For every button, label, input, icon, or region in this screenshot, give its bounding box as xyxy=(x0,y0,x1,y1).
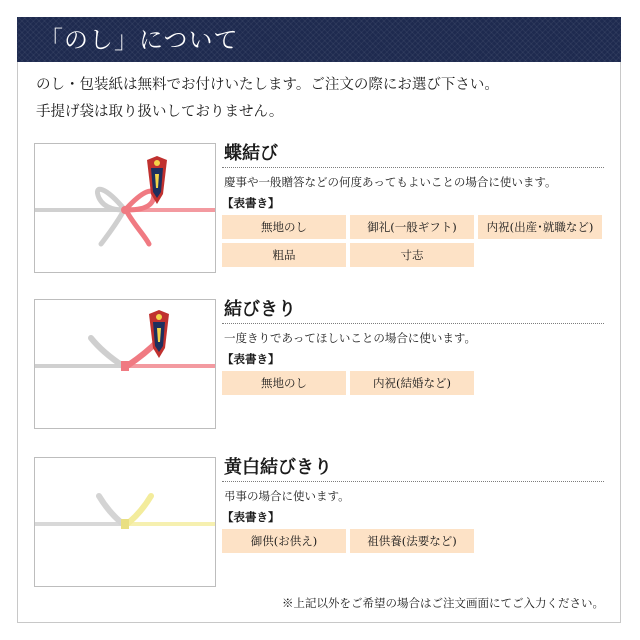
section-title: 黄白結びきり xyxy=(224,457,332,478)
inscription-tags xyxy=(222,529,604,553)
dotted-divider xyxy=(222,323,604,324)
inscription-tag: 内祝(結婚など) xyxy=(350,371,474,395)
inscription-tag: 内祝(出産･就職など) xyxy=(478,215,602,239)
inscription-tags xyxy=(222,371,604,395)
section-description: 一度きりであってほしいことの場合に使います。 xyxy=(224,331,476,345)
dotted-divider xyxy=(222,167,604,168)
section-title: 結びきり xyxy=(224,299,296,320)
section-bow-knot xyxy=(222,143,604,267)
inscription-label: 【表書き】 xyxy=(222,510,280,524)
intro-text xyxy=(36,72,606,126)
header-banner xyxy=(17,17,621,62)
inscription-tag: 祖供養(法要など) xyxy=(350,529,474,553)
section-yellow-white-knot xyxy=(222,457,604,553)
inscription-tag: 寸志 xyxy=(350,243,474,267)
inscription-tag: 無地のし xyxy=(222,215,346,239)
section-description: 弔事の場合に使います。 xyxy=(224,489,350,503)
noshi-bow-illustration xyxy=(34,143,216,273)
inscription-tag: 御礼(一般ギフト) xyxy=(350,215,474,239)
section-title: 蝶結び xyxy=(224,143,278,164)
intro-line: のし・包装紙は無料でお付けいたします。ご注文の際にお選び下さい。 xyxy=(36,77,499,93)
section-tied-knot xyxy=(222,299,604,395)
footnote: ※上記以外をご希望の場合はご注文画面にてご入力ください。 xyxy=(282,596,604,610)
inscription-tag: 粗品 xyxy=(222,243,346,267)
inscription-tag: 御供(お供え) xyxy=(222,529,346,553)
dotted-divider xyxy=(222,481,604,482)
inscription-tags xyxy=(222,215,604,267)
inscription-label: 【表書き】 xyxy=(222,196,280,210)
section-description: 慶事や一般贈答などの何度あってもよいことの場合に使います。 xyxy=(224,175,557,189)
noshi-tied-illustration xyxy=(34,299,216,429)
inscription-tag: 無地のし xyxy=(222,371,346,395)
page-title: 「のし」について xyxy=(39,26,239,54)
inscription-label: 【表書き】 xyxy=(222,352,280,366)
intro-line: 手提げ袋は取り扱いしておりません。 xyxy=(36,104,284,120)
noshi-yellow-white-illustration xyxy=(34,457,216,587)
